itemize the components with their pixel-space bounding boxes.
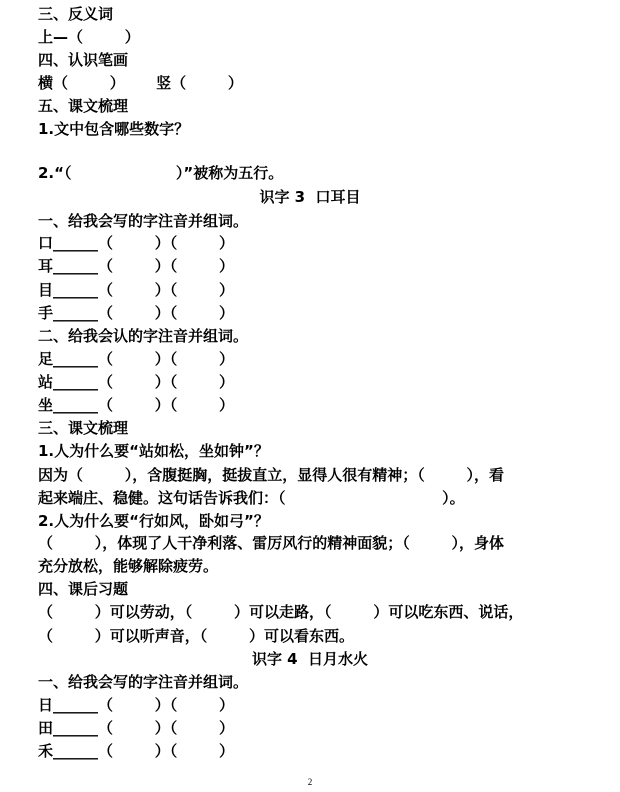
- strokes-question: 横（ ） 竖（ ）: [38, 74, 243, 92]
- page-number: 2: [307, 777, 313, 787]
- exercise-row: 手______（ ）（ ）: [38, 304, 235, 322]
- question-2: 2.人为什么要“行如风，卧如弓”？: [38, 512, 269, 530]
- antonym-question: 上—（ ）: [38, 28, 140, 46]
- section-heading-text-review: 五、课文梳理: [38, 97, 129, 115]
- exercise-row: 站______（ ）（ ）: [38, 373, 235, 391]
- lesson-title-3: 识字 3 口耳目: [259, 188, 361, 206]
- exercise-line: （ ）可以听声音，（ ）可以看东西。: [38, 627, 355, 645]
- section-heading-text-review: 三、课文梳理: [38, 419, 129, 437]
- exercise-row: 足______（ ）（ ）: [38, 350, 235, 368]
- question-1: 1.人为什么要“站如松，坐如钟”？: [38, 442, 269, 460]
- exercise-row: 耳______（ ）（ ）: [38, 257, 235, 275]
- exercise-row: 日______（ ）（ ）: [38, 696, 235, 714]
- exercise-row: 口______（ ）（ ）: [38, 234, 235, 252]
- question-2: 2.“（ ）”被称为五行。: [38, 164, 284, 182]
- section-heading-recognize: 二、给我会认的字注音并组词。: [38, 327, 249, 345]
- section-heading-write: 一、给我会写的字注音并组词。: [38, 212, 249, 230]
- exercise-row: 坐______（ ）（ ）: [38, 396, 235, 414]
- lesson-title-4: 识字 4 日月水火: [251, 650, 369, 668]
- section-heading-exercises: 四、课后习题: [38, 580, 129, 598]
- section-heading-write: 一、给我会写的字注音并组词。: [38, 673, 249, 691]
- exercise-row: 目______（ ）（ ）: [38, 281, 235, 299]
- answer-line: 因为（ ），含腹挺胸，挺拔直立，显得人很有精神；（ ），看: [38, 466, 505, 484]
- answer-line: 充分放松，能够解除疲劳。: [38, 557, 219, 575]
- exercise-row: 田______（ ）（ ）: [38, 719, 235, 737]
- section-heading-strokes: 四、认识笔画: [38, 51, 129, 69]
- answer-line: （ ），体现了人干净利落、雷厉风行的精神面貌；（ ），身体: [38, 534, 505, 552]
- exercise-row: 禾______（ ）（ ）: [38, 742, 235, 760]
- section-heading-antonyms: 三、反义词: [38, 5, 114, 23]
- question-1: 1.文中包含哪些数字？: [38, 120, 190, 138]
- answer-line: 起来端庄、稳健。这句话告诉我们：（ ）。: [38, 489, 465, 507]
- exercise-line: （ ）可以劳动，（ ）可以走路，（ ）可以吃东西、说话，: [38, 603, 524, 621]
